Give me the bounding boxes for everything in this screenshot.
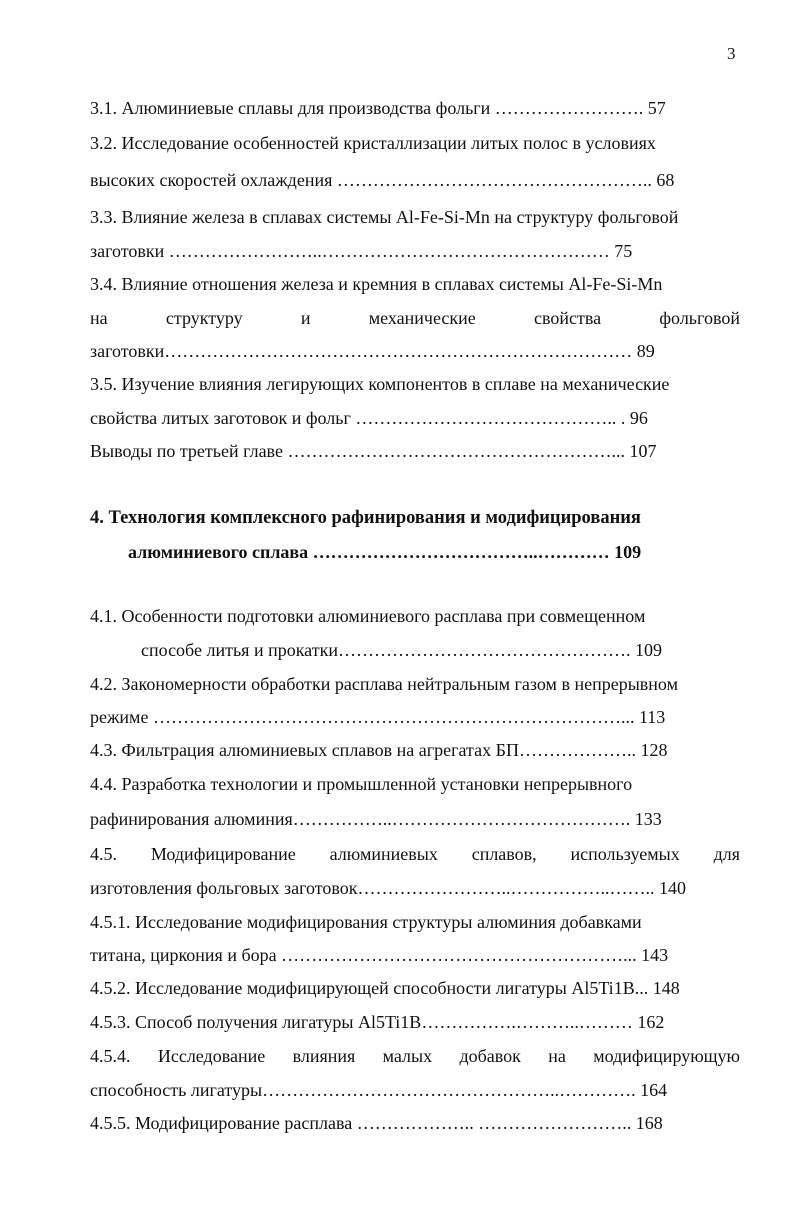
toc-word: используемых (570, 844, 680, 864)
toc-chapter-4-title-line1: 4. Технология комплексного рафинирования и модифицирования (90, 508, 641, 528)
toc-entry-3-2-line2: высоких скоростей охлаждения …………………………………………….. 68 (90, 170, 675, 190)
toc-entry-3-1: 3.1. Алюминиевые сплавы для производства фольги ……………………. 57 (90, 98, 666, 118)
toc-word: модифицирующую (593, 1046, 740, 1066)
toc-entry-3-2-line1: 3.2. Исследование особенностей кристаллизации литых полос в условиях (90, 133, 656, 153)
toc-entry-3-4-line3: заготовки…………………………………………………………………… 89 (90, 341, 655, 361)
toc-word: добавок (459, 1046, 521, 1066)
toc-entry-4-2-line1: 4.2. Закономерности обработки расплава нейтральным газом в непрерывном (90, 674, 678, 694)
toc-entry-3-4-line2 (90, 306, 740, 330)
toc-word: Модифицирование (150, 844, 296, 864)
toc-entry-3-4-line1: 3.4. Влияние отношения железа и кремния в сплавах системы Al-Fe-Si-Mn (90, 274, 663, 294)
toc-entry-4-1-line2: способе литья и прокатки…………………………………………. 109 (141, 640, 662, 660)
toc-word: свойства (534, 308, 602, 328)
toc-word: и (300, 308, 311, 328)
toc-word: малых (382, 1046, 433, 1066)
toc-word: структуру (165, 308, 243, 328)
toc-word: механические (368, 308, 476, 328)
toc-entry-4-5-1-line2: титана, циркония и бора …………………………………………………... 143 (90, 945, 669, 965)
toc-entry-3-3-line2: заготовки ……………………..………………………………………… 75 (90, 241, 633, 261)
toc-entry-4-1-line1: 4.1. Особенности подготовки алюминиевого расплава при совмещенном (90, 606, 646, 626)
toc-chapter-4-title-line2: алюминиевого сплава ………………………………..………… 109 (128, 542, 642, 562)
toc-entry-4-5-line1 (90, 842, 740, 866)
toc-entry-4-5-1-line1: 4.5.1. Исследование модифицирования структуры алюминия добавками (90, 912, 642, 932)
toc-entry-4-5-2: 4.5.2. Исследование модифицирующей способности лигатуры Al5Ti1B... 148 (90, 978, 680, 998)
toc-entry-4-4-line1: 4.4. Разработка технологии и промышленной установки непрерывного (90, 774, 633, 794)
toc-word: для (713, 844, 740, 864)
toc-entry-3-3-line1: 3.3. Влияние железа в сплавах системы Al-Fe-Si-Mn на структуру фольговой (90, 207, 679, 227)
page-number: 3 (727, 44, 736, 63)
toc-word: 4.5. (90, 844, 117, 864)
toc-entry-3-5-line1: 3.5. Изучение влияния легирующих компонентов в сплаве на механические (90, 374, 670, 394)
toc-word: фольговой (659, 308, 740, 328)
toc-entry-4-2-line2: режиме ……………………………………………………………………... 113 (90, 707, 666, 727)
toc-word: влияния (292, 1046, 356, 1066)
toc-entry-4-5-5: 4.5.5. Модифицирование расплава ……………….. …………………….. 168 (90, 1113, 663, 1133)
toc-entry-4-3: 4.3. Фильтрация алюминиевых сплавов на агрегатах БП……………….. 128 (90, 740, 668, 760)
toc-word: сплавов, (471, 844, 537, 864)
toc-word: 4.5.4. (90, 1046, 131, 1066)
toc-word: алюминиевых (329, 844, 438, 864)
toc-chapter-3-summary: Выводы по третьей главе ………………………………………………... 107 (90, 441, 657, 461)
toc-entry-4-5-4-line1 (90, 1044, 740, 1068)
toc-entry-4-5-3: 4.5.3. Способ получения лигатуры Al5Ti1B…………….………..……… 162 (90, 1012, 665, 1032)
toc-word: на (90, 308, 108, 328)
toc-word: на (548, 1046, 566, 1066)
toc-entry-3-5-line2: свойства литых заготовок и фольг …………………………………….. . 96 (90, 408, 648, 428)
toc-entry-4-5-4-line2: способность лигатуры…………………………………………..…………. 164 (90, 1080, 668, 1100)
toc-entry-4-5-line2: изготовления фольговых заготовок……………………..……………..…….. 140 (90, 878, 687, 898)
toc-word: Исследование (157, 1046, 266, 1066)
toc-entry-4-4-line2: рафинирования алюминия……………..…………………………………. 133 (90, 809, 662, 829)
